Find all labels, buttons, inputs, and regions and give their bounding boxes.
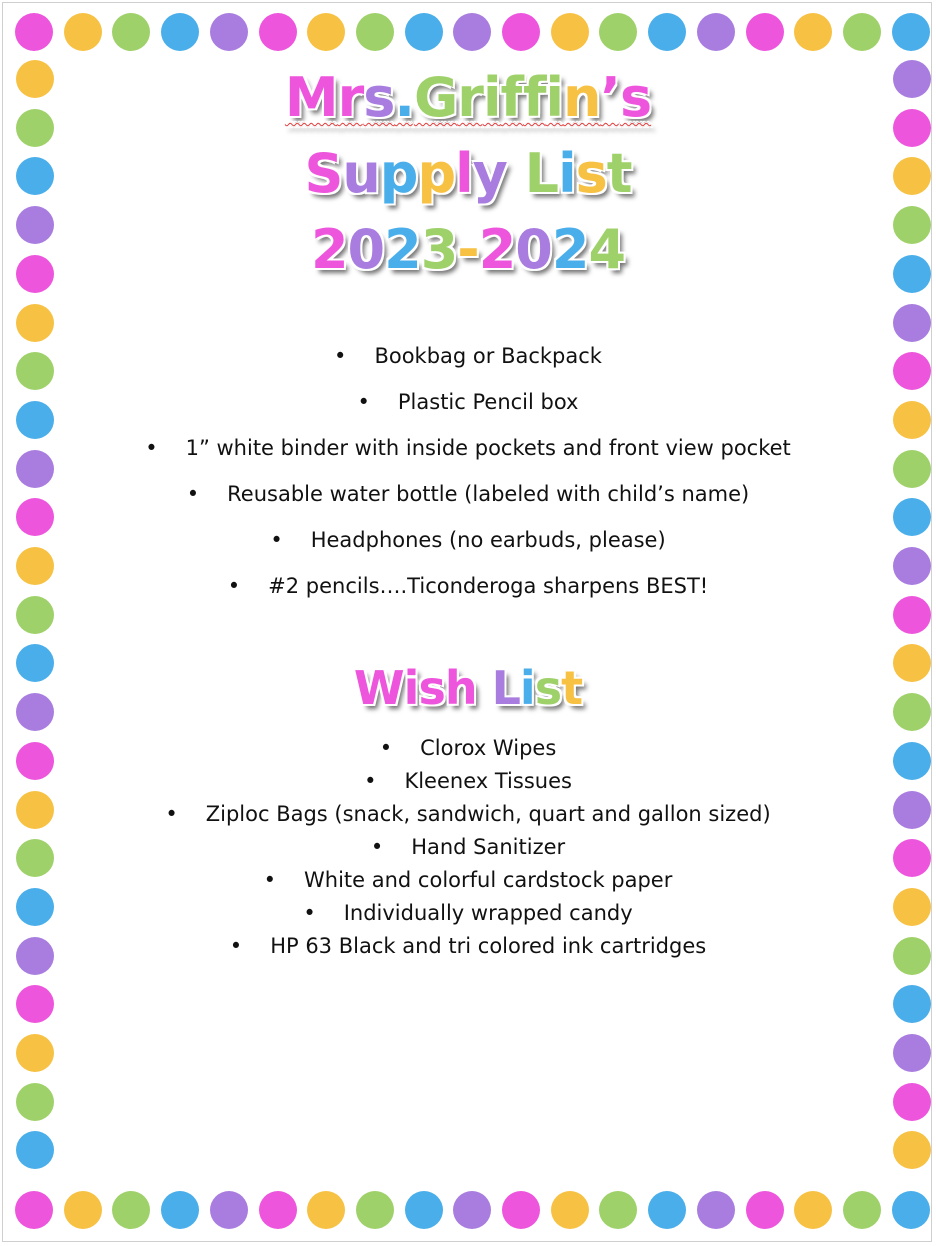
- wish-list-title-text: Wish List: [353, 661, 583, 715]
- supply-item: • Plastic Pencil box: [3, 379, 932, 425]
- title-teacher-name-text: Mrs.Griffin’s: [284, 66, 652, 129]
- border-dot: [453, 13, 491, 51]
- border-dot: [892, 1191, 930, 1229]
- supply-item: • Bookbag or Backpack: [3, 333, 932, 379]
- border-dot: [453, 1191, 491, 1229]
- border-dot: [551, 1191, 589, 1229]
- border-dot: [405, 13, 443, 51]
- border-dot: [551, 13, 589, 51]
- wish-item: • HP 63 Black and tri colored ink cartridges: [3, 930, 932, 963]
- border-dot: [210, 1191, 248, 1229]
- border-dot: [892, 13, 930, 51]
- supply-item: • #2 pencils….Ticonderoga sharpens BEST!: [3, 563, 932, 609]
- wish-list-title: [3, 657, 932, 719]
- supply-item: • Reusable water bottle (labeled with child’s name): [3, 471, 932, 517]
- border-dot: [259, 1191, 297, 1229]
- border-dot: [356, 13, 394, 51]
- wish-item: • Hand Sanitizer: [3, 831, 932, 864]
- border-dot: [16, 1083, 54, 1121]
- border-dot: [697, 13, 735, 51]
- supply-list: [3, 333, 932, 609]
- supply-item: • Headphones (no earbuds, please): [3, 517, 932, 563]
- wish-item: • Ziploc Bags (snack, sandwich, quart and gallon sized): [3, 798, 932, 831]
- border-dot: [16, 1034, 54, 1072]
- border-dot: [893, 1131, 931, 1169]
- wish-item: • Clorox Wipes: [3, 732, 932, 765]
- border-dot: [307, 1191, 345, 1229]
- border-dot: [893, 1083, 931, 1121]
- wish-item: • Kleenex Tissues: [3, 765, 932, 798]
- border-dot: [648, 1191, 686, 1229]
- border-dot: [259, 13, 297, 51]
- border-dot: [502, 13, 540, 51]
- border-dot: [16, 1131, 54, 1169]
- border-dot: [161, 13, 199, 51]
- border-dot: [599, 1191, 637, 1229]
- border-dot: [112, 13, 150, 51]
- wish-item: • White and colorful cardstock paper: [3, 864, 932, 897]
- title-supply-list-text: Supply List: [304, 142, 632, 205]
- supply-item: • 1” white binder with inside pockets and front view pocket: [3, 425, 932, 471]
- border-dot: [64, 13, 102, 51]
- border-dot: [15, 1191, 53, 1229]
- border-dot: [893, 985, 931, 1023]
- border-dot: [697, 1191, 735, 1229]
- border-dot: [794, 13, 832, 51]
- document-page: [2, 2, 932, 1242]
- border-dot: [843, 13, 881, 51]
- border-dot: [502, 1191, 540, 1229]
- border-dot: [356, 1191, 394, 1229]
- border-dot: [794, 1191, 832, 1229]
- title-school-year: [3, 215, 932, 285]
- border-dot: [64, 1191, 102, 1229]
- border-dot: [648, 13, 686, 51]
- border-dot: [15, 13, 53, 51]
- border-dot: [210, 13, 248, 51]
- border-dot: [161, 1191, 199, 1229]
- wish-list: [3, 732, 932, 963]
- title-supply-list: [3, 139, 932, 209]
- wish-item: • Individually wrapped candy: [3, 897, 932, 930]
- border-dot: [893, 1034, 931, 1072]
- border-dot: [599, 13, 637, 51]
- border-dot: [307, 13, 345, 51]
- border-dot: [843, 1191, 881, 1229]
- border-dot: [746, 13, 784, 51]
- border-dot: [746, 1191, 784, 1229]
- border-dot: [112, 1191, 150, 1229]
- border-dot: [16, 985, 54, 1023]
- title-school-year-text: 2023-2024: [310, 218, 626, 281]
- title-teacher-name: [3, 63, 932, 133]
- border-dot: [405, 1191, 443, 1229]
